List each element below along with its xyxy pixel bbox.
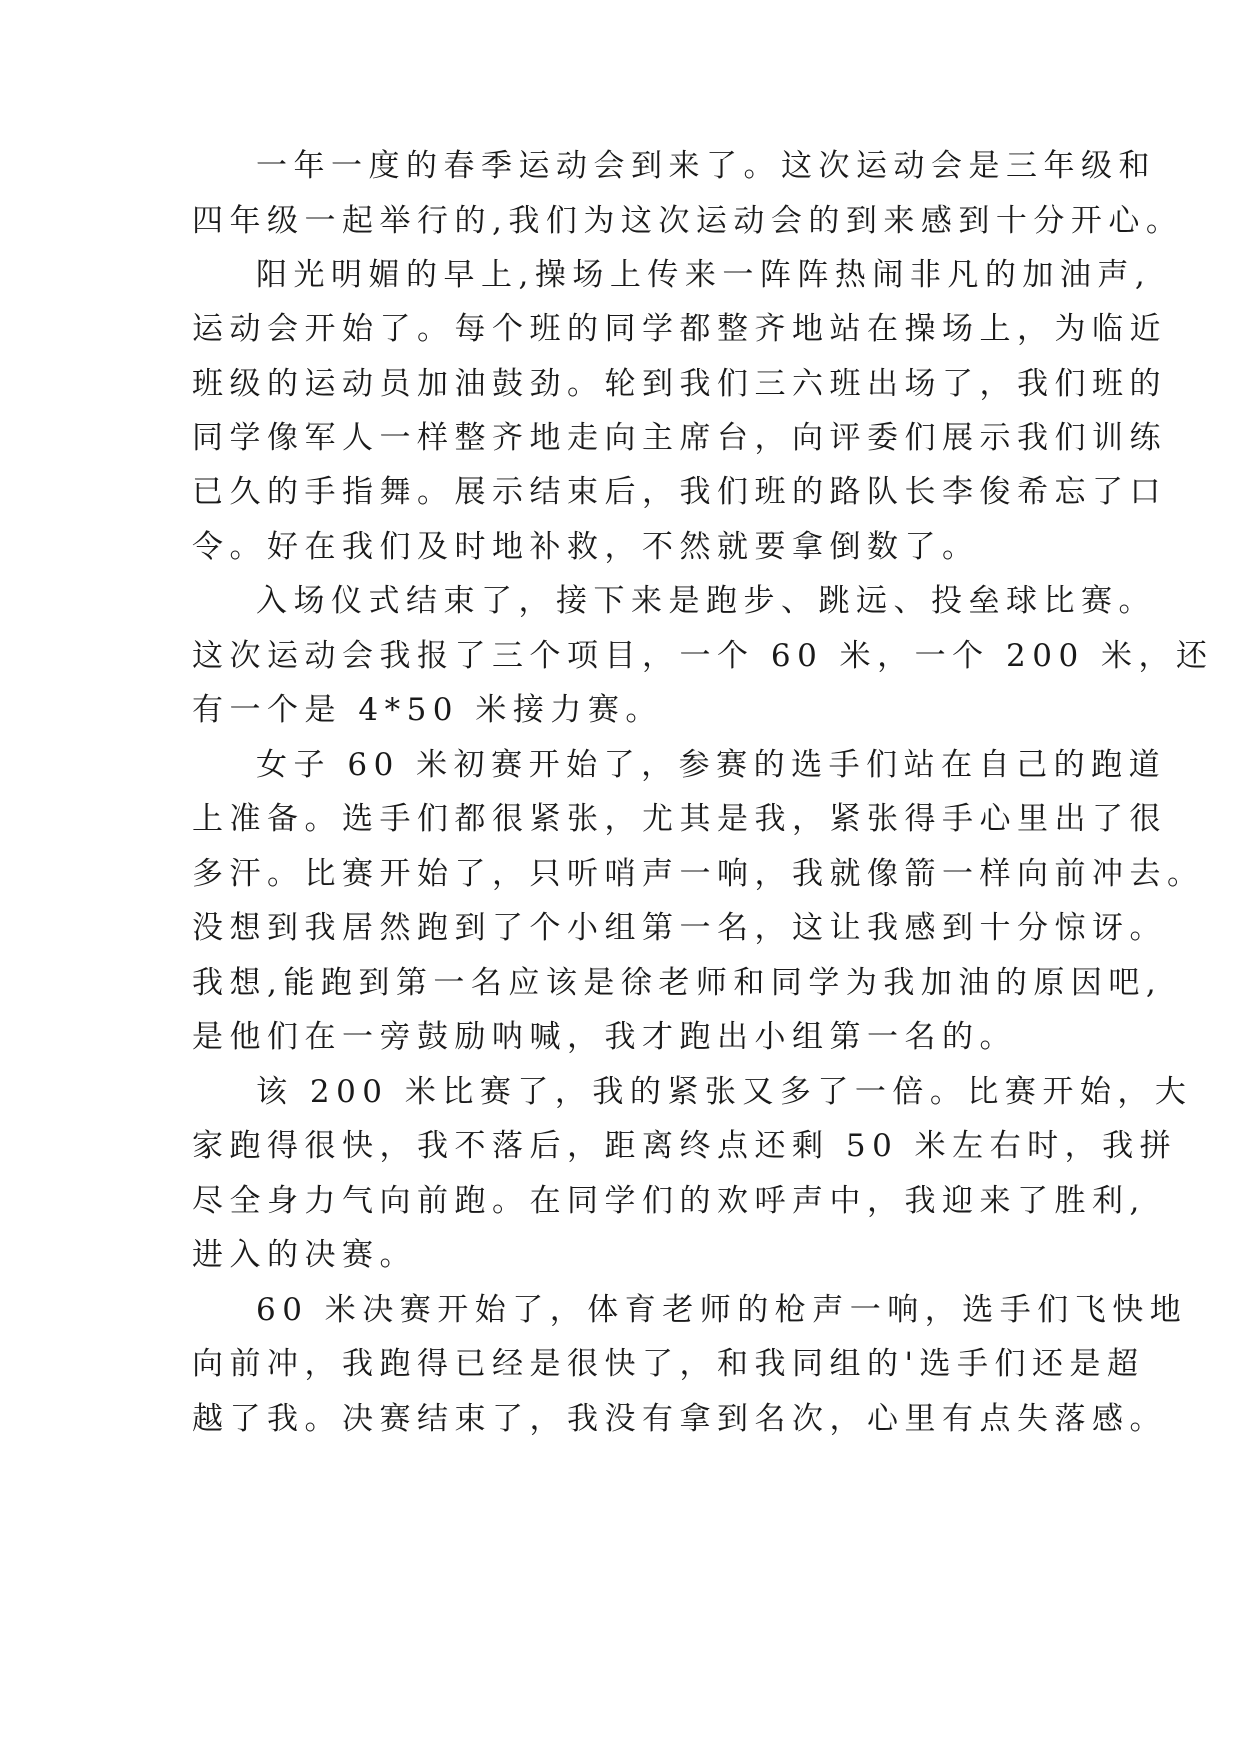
text-line: 同学像军人一样整齐地走向主席台，向评委们展示我们训练 — [192, 420, 1167, 456]
text-line: 向前冲，我跑得已经是很快了，和我同组的'选手们还是超 — [192, 1346, 1145, 1382]
text-line: 有一个是 4*50 米接力赛。 — [192, 692, 663, 728]
text-line: 越了我。决赛结束了，我没有拿到名次，心里有点失落感。 — [192, 1401, 1167, 1437]
text-line: 四年级一起举行的,我们为这次运动会的到来感到十分开心。 — [192, 203, 1184, 239]
text-line: 是他们在一旁鼓励呐喊，我才跑出小组第一名的。 — [192, 1019, 1017, 1055]
text-line: 班级的运动员加油鼓劲。轮到我们三六班出场了，我们班的 — [192, 366, 1167, 402]
text-line: 运动会开始了。每个班的同学都整齐地站在操场上，为临近 — [192, 311, 1167, 347]
text-line: 女子 60 米初赛开始了，参赛的选手们站在自己的跑道 — [256, 747, 1167, 783]
text-line: 令。好在我们及时地补救，不然就要拿倒数了。 — [192, 529, 980, 565]
text-line: 60 米决赛开始了，体育老师的枪声一响，选手们飞快地 — [256, 1292, 1188, 1328]
text-line: 进入的决赛。 — [192, 1237, 417, 1273]
text-line: 入场仪式结束了，接下来是跑步、跳远、投垒球比赛。 — [256, 583, 1156, 619]
text-line: 阳光明媚的早上,操场上传来一阵阵热闹非凡的加油声, — [256, 257, 1152, 293]
text-line: 上准备。选手们都很紧张，尤其是我，紧张得手心里出了很 — [192, 801, 1167, 837]
text-line: 该 200 米比赛了，我的紧张又多了一倍。比赛开始，大 — [256, 1074, 1193, 1110]
text-line: 一年一度的春季运动会到来了。这次运动会是三年级和 — [256, 148, 1156, 184]
text-line: 没想到我居然跑到了个小组第一名，这让我感到十分惊讶。 — [192, 910, 1167, 946]
text-line: 已久的手指舞。展示结束后，我们班的路队长李俊希忘了口 — [192, 474, 1167, 510]
text-line: 尽全身力气向前跑。在同学们的欢呼声中，我迎来了胜利, — [192, 1183, 1146, 1219]
text-line: 多汗。比赛开始了，只听哨声一响，我就像箭一样向前冲去。 — [192, 856, 1205, 892]
text-line: 这次运动会我报了三个项目，一个 60 米，一个 200 米，还 — [192, 638, 1214, 674]
text-line: 我想,能跑到第一名应该是徐老师和同学为我加油的原因吧, — [192, 965, 1163, 1001]
text-line: 家跑得很快，我不落后，距离终点还剩 50 米左右时，我拼 — [192, 1128, 1178, 1164]
